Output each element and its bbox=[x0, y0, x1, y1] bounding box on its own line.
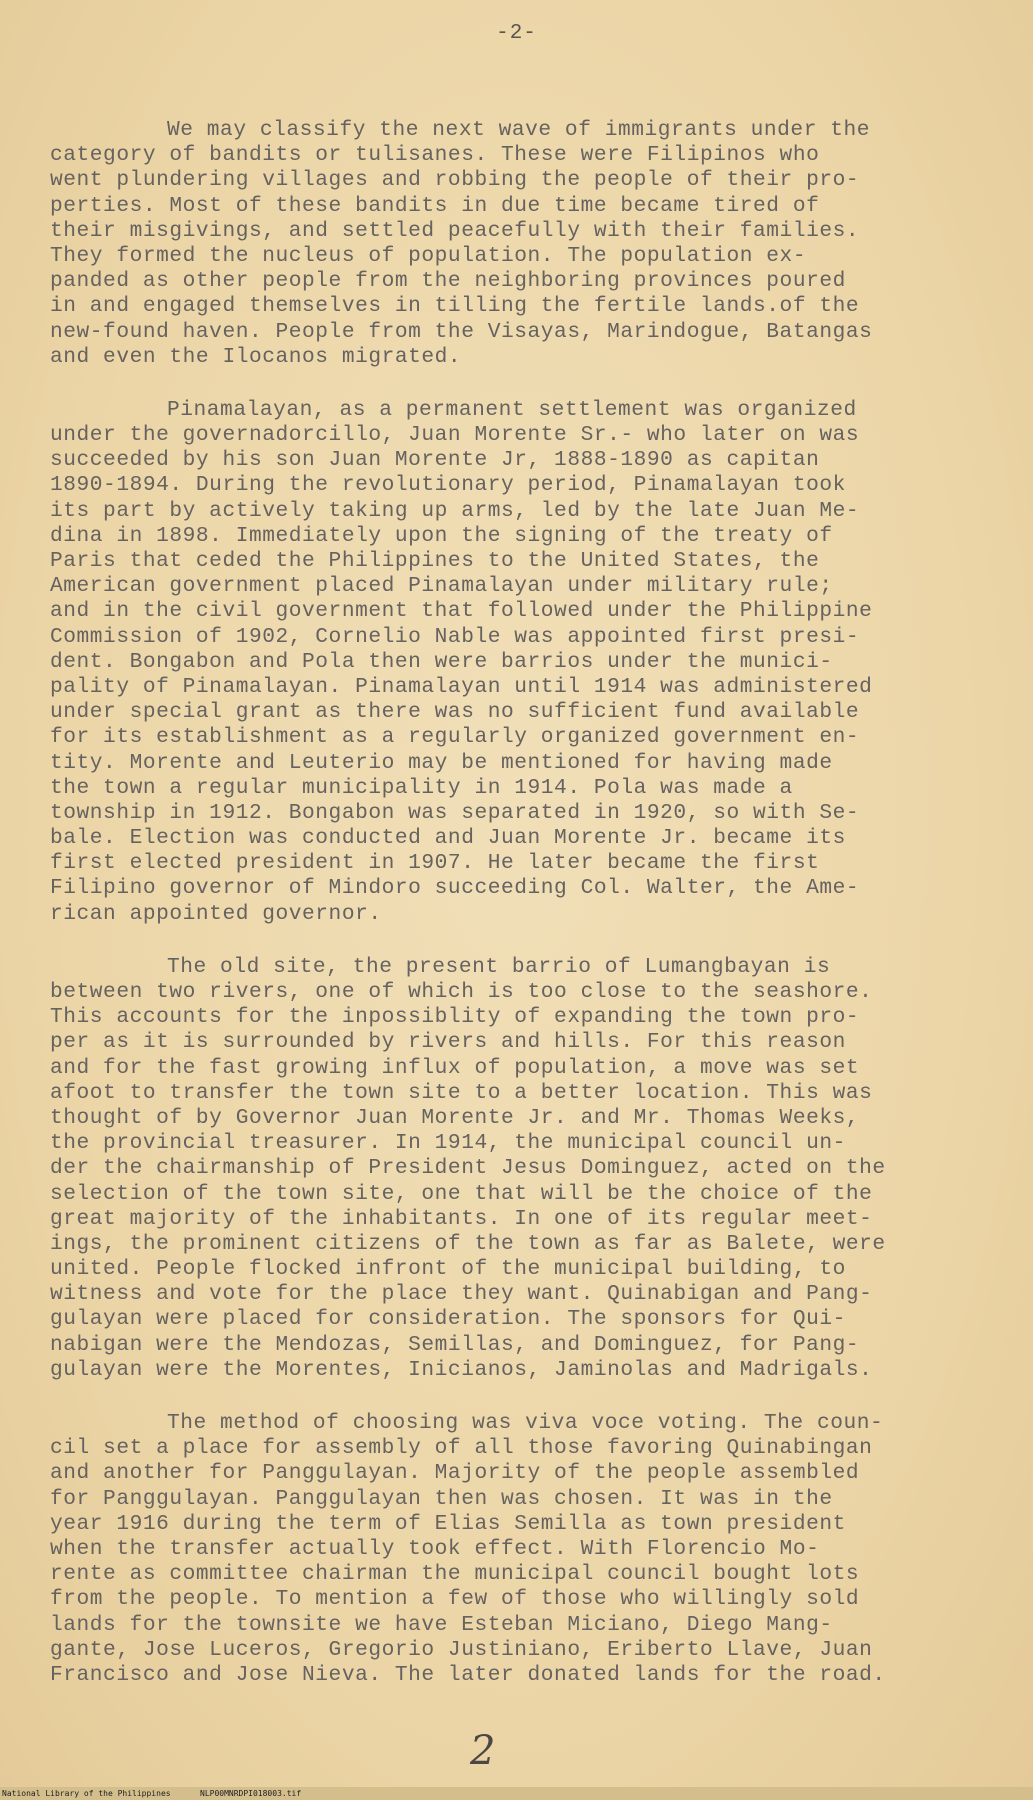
text-line: thought of by Governor Juan Morente Jr. and Mr. Thomas Weeks, bbox=[50, 1105, 860, 1130]
paragraph-4 bbox=[50, 1411, 1010, 1688]
text-line: afoot to transfer the town site to a better location. This was bbox=[50, 1080, 873, 1105]
text-line: gante, Jose Luceros, Gregorio Justiniano, Eriberto Llave, Juan bbox=[50, 1637, 873, 1662]
text-line: for Panggulayan. Panggulayan then was chosen. It was in the bbox=[50, 1486, 833, 1511]
text-line: Paris that ceded the Philippines to the United States, the bbox=[50, 549, 820, 573]
text-line: The old site, the present barrio of Lumangbayan is bbox=[167, 954, 831, 979]
text-line: when the transfer actually took effect. With Florencio Mo- bbox=[50, 1536, 820, 1561]
text-line: American government placed Pinamalayan under military rule; bbox=[50, 574, 833, 599]
text-line: Pinamalayan, as a permanent settlement was organized bbox=[167, 397, 857, 422]
text-line: dent. Bongabon and Pola then were barrios under the munici- bbox=[50, 649, 833, 674]
text-line: category of bandits or tulisanes. These were Filipinos who bbox=[50, 143, 820, 168]
text-line: under special grant as there was no sufficient fund available bbox=[50, 700, 860, 725]
text-line: the town a regular municipality in 1914. Pola was made a bbox=[50, 775, 793, 800]
text-line: bale. Election was conducted and Juan Morente Jr. became its bbox=[50, 826, 846, 851]
document-body bbox=[50, 118, 1010, 1716]
text-line: nabigan were the Mendozas, Semillas, and Dominguez, for Pang- bbox=[50, 1332, 860, 1357]
text-line: Commission of 1902, Cornelio Nable was appointed first presi- bbox=[50, 624, 860, 649]
text-line: This accounts for the inpossiblity of expanding the town pro- bbox=[50, 1005, 860, 1030]
text-line: rente as committee chairman the municipal council bought lots bbox=[50, 1562, 860, 1587]
footer-institution: National Library of the Philippines bbox=[2, 1789, 171, 1798]
text-line: ings, the prominent citizens of the town as far as Balete, were bbox=[50, 1231, 886, 1256]
text-line: went plundering villages and robbing the people of their pro- bbox=[50, 168, 860, 193]
text-line: tity. Morente and Leuterio may be mentioned for having made bbox=[50, 750, 833, 775]
text-line: lands for the townsite we have Esteban Miciano, Diego Mang- bbox=[50, 1612, 833, 1637]
text-line: They formed the nucleus of population. The population ex- bbox=[50, 243, 807, 268]
text-line: and in the civil government that followed under the Philippine bbox=[50, 599, 873, 624]
text-line: first elected president in 1907. He later became the first bbox=[50, 851, 820, 876]
text-line: rican appointed governor. bbox=[50, 901, 382, 926]
text-line: for its establishment as a regularly organized government en- bbox=[50, 725, 860, 750]
text-line: and even the Ilocanos migrated. bbox=[50, 344, 462, 369]
text-line: panded as other people from the neighboring provinces poured bbox=[50, 269, 846, 294]
text-line: perties. Most of these bandits in due time became tired of bbox=[50, 193, 820, 218]
text-line: We may classify the next wave of immigrants under the bbox=[167, 118, 871, 142]
text-line: cil set a place for assembly of all those favoring Quinabingan bbox=[50, 1436, 873, 1461]
text-line: and another for Panggulayan. Majority of the people assembled bbox=[50, 1461, 860, 1486]
text-line: year 1916 during the term of Elias Semilla as town president bbox=[50, 1511, 846, 1536]
text-line: 1890-1894. During the revolutionary period, Pinamalayan took bbox=[50, 473, 846, 498]
text-line: Francisco and Jose Nieva. The later donated lands for the road. bbox=[50, 1662, 886, 1687]
text-line: their misgivings, and settled peacefully with their families. bbox=[50, 218, 860, 243]
text-line: selection of the town site, one that will be the choice of the bbox=[50, 1181, 873, 1206]
text-line: under the governadorcillo, Juan Morente Sr.- who later on was bbox=[50, 423, 860, 448]
text-line: Filipino governor of Mindoro succeeding Col. Walter, the Ame- bbox=[50, 876, 860, 901]
scan-footer bbox=[0, 1787, 1033, 1800]
text-line: gulayan were placed for consideration. The sponsors for Qui- bbox=[50, 1307, 846, 1332]
paragraph-1 bbox=[50, 118, 1010, 370]
text-line: new-found haven. People from the Visayas, Marindogue, Batangas bbox=[50, 319, 873, 344]
page-number: -2- bbox=[496, 22, 537, 45]
text-line: dina in 1898. Immediately upon the signing of the treaty of bbox=[50, 523, 833, 548]
text-line: and for the fast growing influx of population, a move was set bbox=[50, 1055, 860, 1080]
text-line: succeeded by his son Juan Morente Jr, 1888-1890 as capitan bbox=[50, 448, 820, 473]
text-line: gulayan were the Morentes, Inicianos, Jaminolas and Madrigals. bbox=[50, 1357, 873, 1382]
text-line: between two rivers, one of which is too close to the seashore. bbox=[50, 980, 873, 1004]
text-line: united. People flocked infront of the municipal building, to bbox=[50, 1257, 846, 1282]
text-line: the provincial treasurer. In 1914, the municipal council un- bbox=[50, 1131, 846, 1156]
text-line: per as it is surrounded by rivers and hills. For this reason bbox=[50, 1030, 846, 1055]
text-line: The method of choosing was viva voce voting. The coun- bbox=[167, 1411, 884, 1435]
text-line: great majority of the inhabitants. In one of its regular meet- bbox=[50, 1206, 873, 1231]
text-line: township in 1912. Bongabon was separated in 1920, so with Se- bbox=[50, 800, 860, 825]
text-line: pality of Pinamalayan. Pinamalayan until 1914 was administered bbox=[50, 674, 873, 699]
text-line: der the chairmanship of President Jesus Dominguez, acted on the bbox=[50, 1156, 886, 1181]
text-line: its part by actively taking up arms, led by the late Juan Me- bbox=[50, 498, 860, 523]
paragraph-2 bbox=[50, 398, 1010, 927]
text-line: witness and vote for the place they want. Quinabigan and Pang- bbox=[50, 1282, 873, 1307]
paragraph-3 bbox=[50, 955, 1010, 1383]
footer-file-name: NLP00MNRDPI018003.tif bbox=[200, 1789, 302, 1798]
handwritten-page-mark: 2 bbox=[470, 1728, 496, 1774]
text-line: from the people. To mention a few of those who willingly sold bbox=[50, 1587, 860, 1612]
text-line: in and engaged themselves in tilling the fertile lands.of the bbox=[50, 294, 860, 319]
